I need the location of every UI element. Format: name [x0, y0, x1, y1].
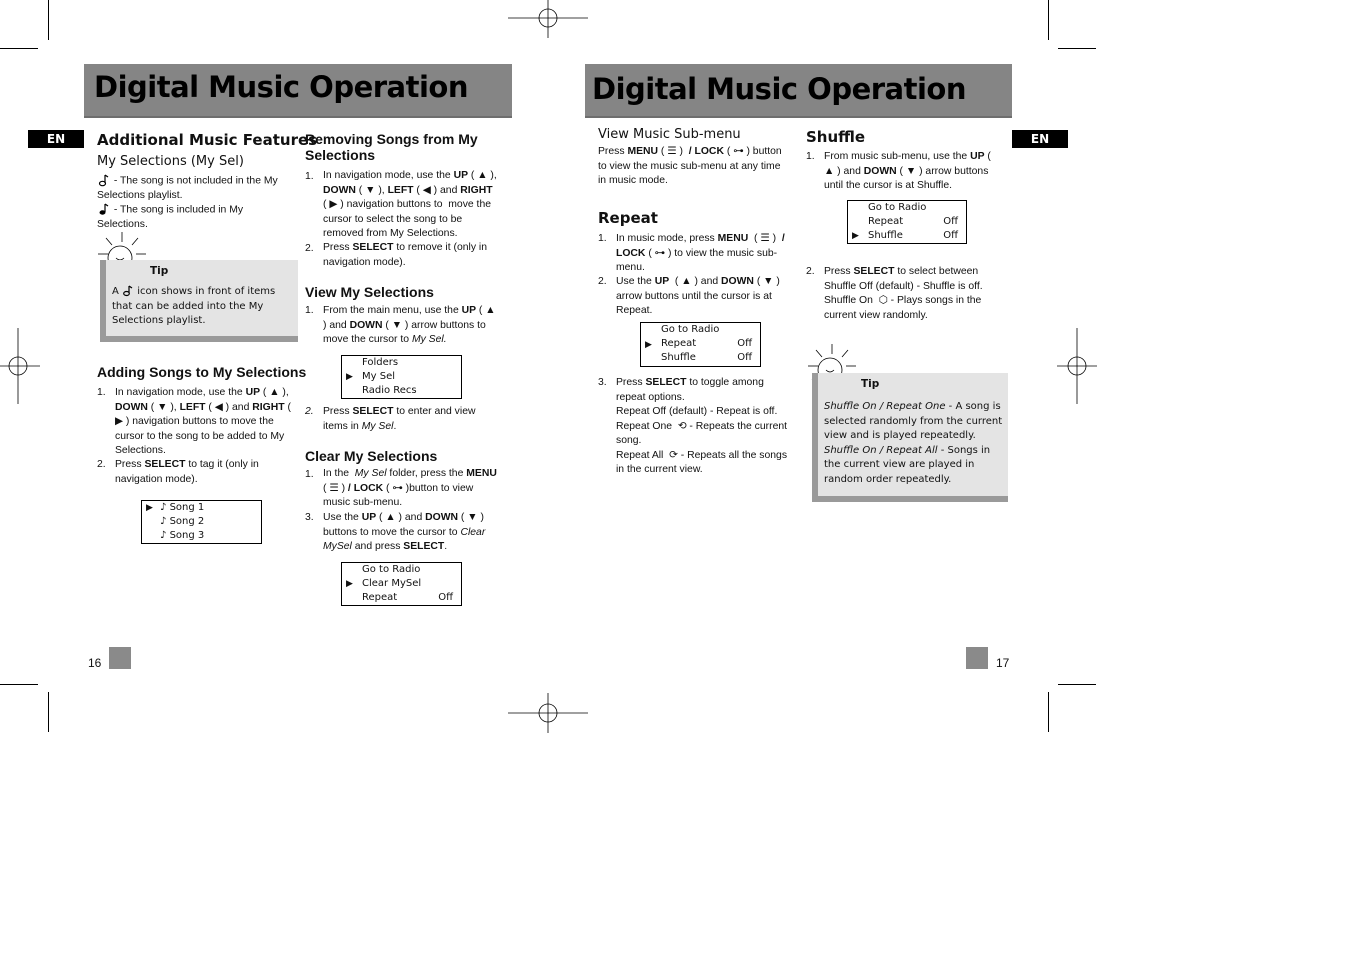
page-title: Digital Music Operation	[94, 70, 468, 104]
icon-description-text: - The song is included in My Selections.	[97, 204, 244, 230]
step-number: 1.	[305, 469, 314, 480]
lcd-row-value: Off	[737, 338, 752, 349]
section-heading: Adding Songs to My Selections	[97, 364, 307, 380]
arrow-right-icon: ▶	[329, 199, 338, 210]
note-not-included-icon: ♪	[160, 530, 170, 541]
arrow-down-icon: ▼	[391, 319, 403, 331]
lcd-row-label: Go to Radio	[362, 564, 421, 575]
arrow-down-icon: ▼	[763, 276, 774, 287]
lcd-row	[868, 229, 958, 243]
lcd-screen	[640, 322, 761, 367]
step-number: 1.	[305, 171, 314, 182]
arrow-up-icon: ▲	[824, 165, 835, 177]
arrow-down-icon: ▼	[467, 512, 478, 523]
step-number: 3.	[305, 512, 314, 523]
step-text: In music mode, press MENU ( ☰ ) / LOCK ( ⊶ ) to view the music sub-menu.	[616, 233, 785, 273]
icon-description	[97, 203, 293, 232]
lcd-row-value: Off	[943, 216, 958, 227]
lcd-row-value: Off	[737, 352, 752, 363]
page-title-banner	[585, 64, 1012, 118]
arrow-down-icon: ▼	[905, 165, 917, 177]
lcd-screen	[847, 200, 967, 244]
lcd-row-label: Song 2	[169, 516, 205, 527]
section-heading: View Music Sub-menu	[598, 127, 741, 142]
crop-mark	[1048, 692, 1049, 732]
lcd-row	[661, 337, 752, 351]
note-not-included-icon: ♪	[160, 516, 170, 527]
repeat-one-icon: ⟲	[677, 420, 687, 432]
tip-text-part: Shuffle On / Repeat All	[824, 444, 938, 456]
lcd-row-value: Off	[438, 592, 453, 603]
cursor-arrow-icon: ▶	[346, 372, 353, 382]
language-label: EN	[1030, 132, 1050, 146]
arrow-down-icon: ▼	[157, 401, 168, 413]
lcd-row-label: Repeat	[868, 216, 904, 227]
lcd-row	[868, 215, 958, 229]
language-label: EN	[46, 132, 66, 146]
icon-description	[97, 174, 293, 203]
arrow-up-icon: ▲	[485, 305, 496, 316]
lcd-row	[661, 323, 752, 337]
lcd-row-label: Repeat	[362, 592, 398, 603]
section-heading: Shuffle	[806, 128, 866, 146]
step-number: 2.	[305, 406, 314, 417]
lcd-row	[868, 201, 958, 215]
note-included-icon: ♪	[160, 502, 170, 513]
step-text: Use the UP ( ▲ ) and DOWN ( ▼ ) buttons to move the cursor to Clear MySel and press SELECT.	[323, 512, 486, 552]
key-left: LEFT	[179, 401, 206, 413]
note-not-included-icon	[97, 174, 111, 187]
step-text: In navigation mode, use the UP ( ▲ ), DOWN ( ▼ ), LEFT ( ◀ ) and RIGHT ( ▶ ) navigation buttons to move the cursor to the song to be added to My Selections.	[115, 387, 291, 456]
step-text: Press SELECT to enter and view items in My Sel.	[323, 406, 476, 432]
tip-text	[824, 400, 1004, 487]
lcd-row	[661, 351, 752, 365]
registration-mark-icon	[1057, 328, 1097, 404]
lcd-row-label: Song 3	[169, 530, 205, 541]
lcd-row-label: Song 1	[169, 502, 205, 513]
step-text: In navigation mode, use the UP ( ▲ ), DOWN ( ▼ ), LEFT ( ◀ ) and RIGHT ( ▶ ) navigation buttons to move the cursor to select the song to be removed from My Selections.	[323, 170, 497, 239]
language-tab	[28, 130, 84, 148]
page-number: 17	[996, 656, 1010, 670]
arrow-up-icon: ▲	[269, 387, 280, 398]
step-text: Use the UP ( ▲ ) and DOWN ( ▼ ) arrow buttons until the cursor is at Repeat.	[616, 276, 780, 316]
lcd-row-value: Off	[943, 230, 958, 241]
menu-icon: ☰	[329, 482, 339, 494]
lcd-row: My Sel	[362, 371, 396, 382]
tip-box	[812, 373, 1008, 502]
key-icon: ⊶	[392, 482, 403, 494]
step-number: 1.	[97, 387, 106, 398]
arrow-up-icon: ▲	[385, 512, 396, 523]
lcd-row	[160, 529, 253, 543]
menu-icon: ☰	[760, 233, 770, 244]
lcd-row-label: Go to Radio	[661, 324, 720, 335]
lcd-row-label: Repeat	[661, 338, 697, 349]
lcd-row-label: Shuffle	[868, 230, 903, 241]
section-heading: Additional Music Features	[97, 131, 318, 149]
step-number: 1.	[806, 151, 815, 162]
cursor-arrow-icon: ▶	[852, 231, 859, 241]
arrow-right-icon: ▶	[115, 416, 123, 427]
lcd-row	[160, 501, 253, 515]
key-icon: ⊶	[654, 247, 666, 259]
section-heading: Removing Songs from My Selections	[305, 131, 478, 163]
lcd-screen	[341, 562, 462, 606]
step-number: 1.	[305, 305, 314, 316]
key-up: UP	[245, 387, 260, 398]
registration-mark-icon	[508, 0, 588, 40]
step-text: From the main menu, use the UP ( ▲ ) and DOWN ( ▼ ) arrow buttons to move the cursor to My Sel.	[323, 305, 496, 345]
tip-text	[112, 285, 292, 329]
registration-mark-icon	[0, 328, 40, 404]
lcd-row	[362, 577, 453, 591]
menu-icon: ☰	[667, 146, 677, 157]
arrow-up-icon: ▲	[681, 276, 692, 287]
arrow-left-icon: ◀	[422, 184, 431, 196]
language-tab	[1012, 130, 1068, 148]
crop-mark	[1048, 0, 1049, 40]
step-text: From music sub-menu, use the UP ( ▲ ) and DOWN ( ▼ ) arrow buttons until the cursor is at Shuffle.	[824, 151, 991, 191]
crop-mark	[1058, 684, 1096, 685]
step-number: 2.	[305, 243, 314, 254]
lcd-row-label: Clear MySel	[362, 578, 422, 589]
key-right: RIGHT	[252, 401, 285, 413]
shuffle-icon: ⬡	[878, 295, 888, 306]
lcd-row	[362, 591, 453, 605]
paragraph: Press MENU ( ☰ ) / LOCK ( ⊶ ) button to view the music sub-menu at any time in music mode.	[598, 146, 782, 186]
key-select: SELECT	[144, 459, 186, 470]
step-text-part: In navigation mode, use the	[115, 387, 246, 398]
step-text: Press SELECT to remove it (only in navigation mode).	[323, 242, 488, 268]
lcd-row	[362, 563, 453, 577]
subsection-heading: My Selections (My Sel)	[97, 154, 244, 169]
cursor-arrow-icon: ▶	[645, 340, 652, 350]
lcd-row: Folders	[362, 357, 399, 368]
tip-text-part: Shuffle On / Repeat One	[824, 401, 946, 412]
note-not-included-icon	[122, 285, 134, 297]
key-icon: ⊶	[733, 146, 744, 157]
icon-description-text: - The song is not included in the My Selections playlist.	[97, 175, 278, 201]
cursor-arrow-icon: ▶	[346, 579, 353, 589]
lcd-screen	[341, 355, 462, 399]
step-text-part: and	[232, 401, 250, 413]
registration-mark-icon	[508, 693, 588, 733]
arrow-left-icon: ◀	[214, 401, 223, 413]
section-heading: View My Selections	[305, 284, 434, 300]
step-text: Press SELECT to tag it (only in navigation mode).	[115, 459, 259, 485]
step-number: 2.	[97, 459, 106, 470]
lcd-row-label: Shuffle	[661, 352, 696, 363]
page-title: Digital Music Operation	[592, 72, 966, 106]
page-number: 16	[88, 656, 102, 670]
page-title-banner	[84, 64, 512, 118]
page-marker	[109, 647, 131, 669]
step-number: 3.	[598, 377, 607, 388]
section-heading: Clear My Selections	[305, 448, 438, 464]
tip-text-part: - Songs in the current view are played in random order repeatedly.	[824, 444, 991, 485]
tip-text-part: A	[112, 286, 119, 297]
step-text: Press SELECT to select between Shuffle Off (default) - Shuffle is off. Shuffle On ⬡ - Plays songs in the current view randomly.	[824, 266, 983, 321]
step-text: In the My Sel folder, press the MENU ( ☰ ) / LOCK ( ⊶ )button to view music sub-menu.	[323, 468, 497, 508]
arrow-up-icon: ▲	[477, 170, 488, 181]
lcd-row: Radio Recs	[362, 385, 417, 396]
step-text: Press SELECT to toggle among repeat options. Repeat Off (default) - Repeat is off. Repeat One ⟲ - Repeats the current song. Repeat All ⟳ - Repeats all the songs in the current view.	[616, 377, 788, 475]
page-marker	[966, 647, 988, 669]
lcd-row-label: Go to Radio	[868, 202, 927, 213]
section-heading: Repeat	[598, 209, 658, 227]
step-number: 1.	[598, 233, 607, 244]
crop-mark	[0, 684, 38, 685]
lcd-screen	[141, 500, 262, 544]
repeat-all-icon: ⟳	[669, 449, 678, 461]
key-down: DOWN	[115, 401, 148, 413]
tip-box	[100, 260, 298, 342]
step-number: 2.	[806, 266, 815, 277]
crop-mark	[48, 0, 49, 40]
tip-text-part: icon shows in front of items that can be added into the My Selections playlist.	[112, 286, 276, 326]
arrow-down-icon: ▼	[365, 184, 376, 196]
tip-text-part: - A song is selected randomly from the current view and is played repeatedly.	[824, 401, 1003, 441]
lcd-row	[160, 515, 253, 529]
crop-mark	[48, 692, 49, 732]
cursor-arrow-icon: ▶	[146, 503, 153, 513]
tip-label: Tip	[861, 378, 880, 390]
step-number: 2.	[598, 276, 607, 287]
tip-label: Tip	[150, 265, 169, 277]
note-included-icon	[97, 203, 111, 216]
crop-mark	[1058, 48, 1096, 49]
crop-mark	[0, 48, 38, 49]
